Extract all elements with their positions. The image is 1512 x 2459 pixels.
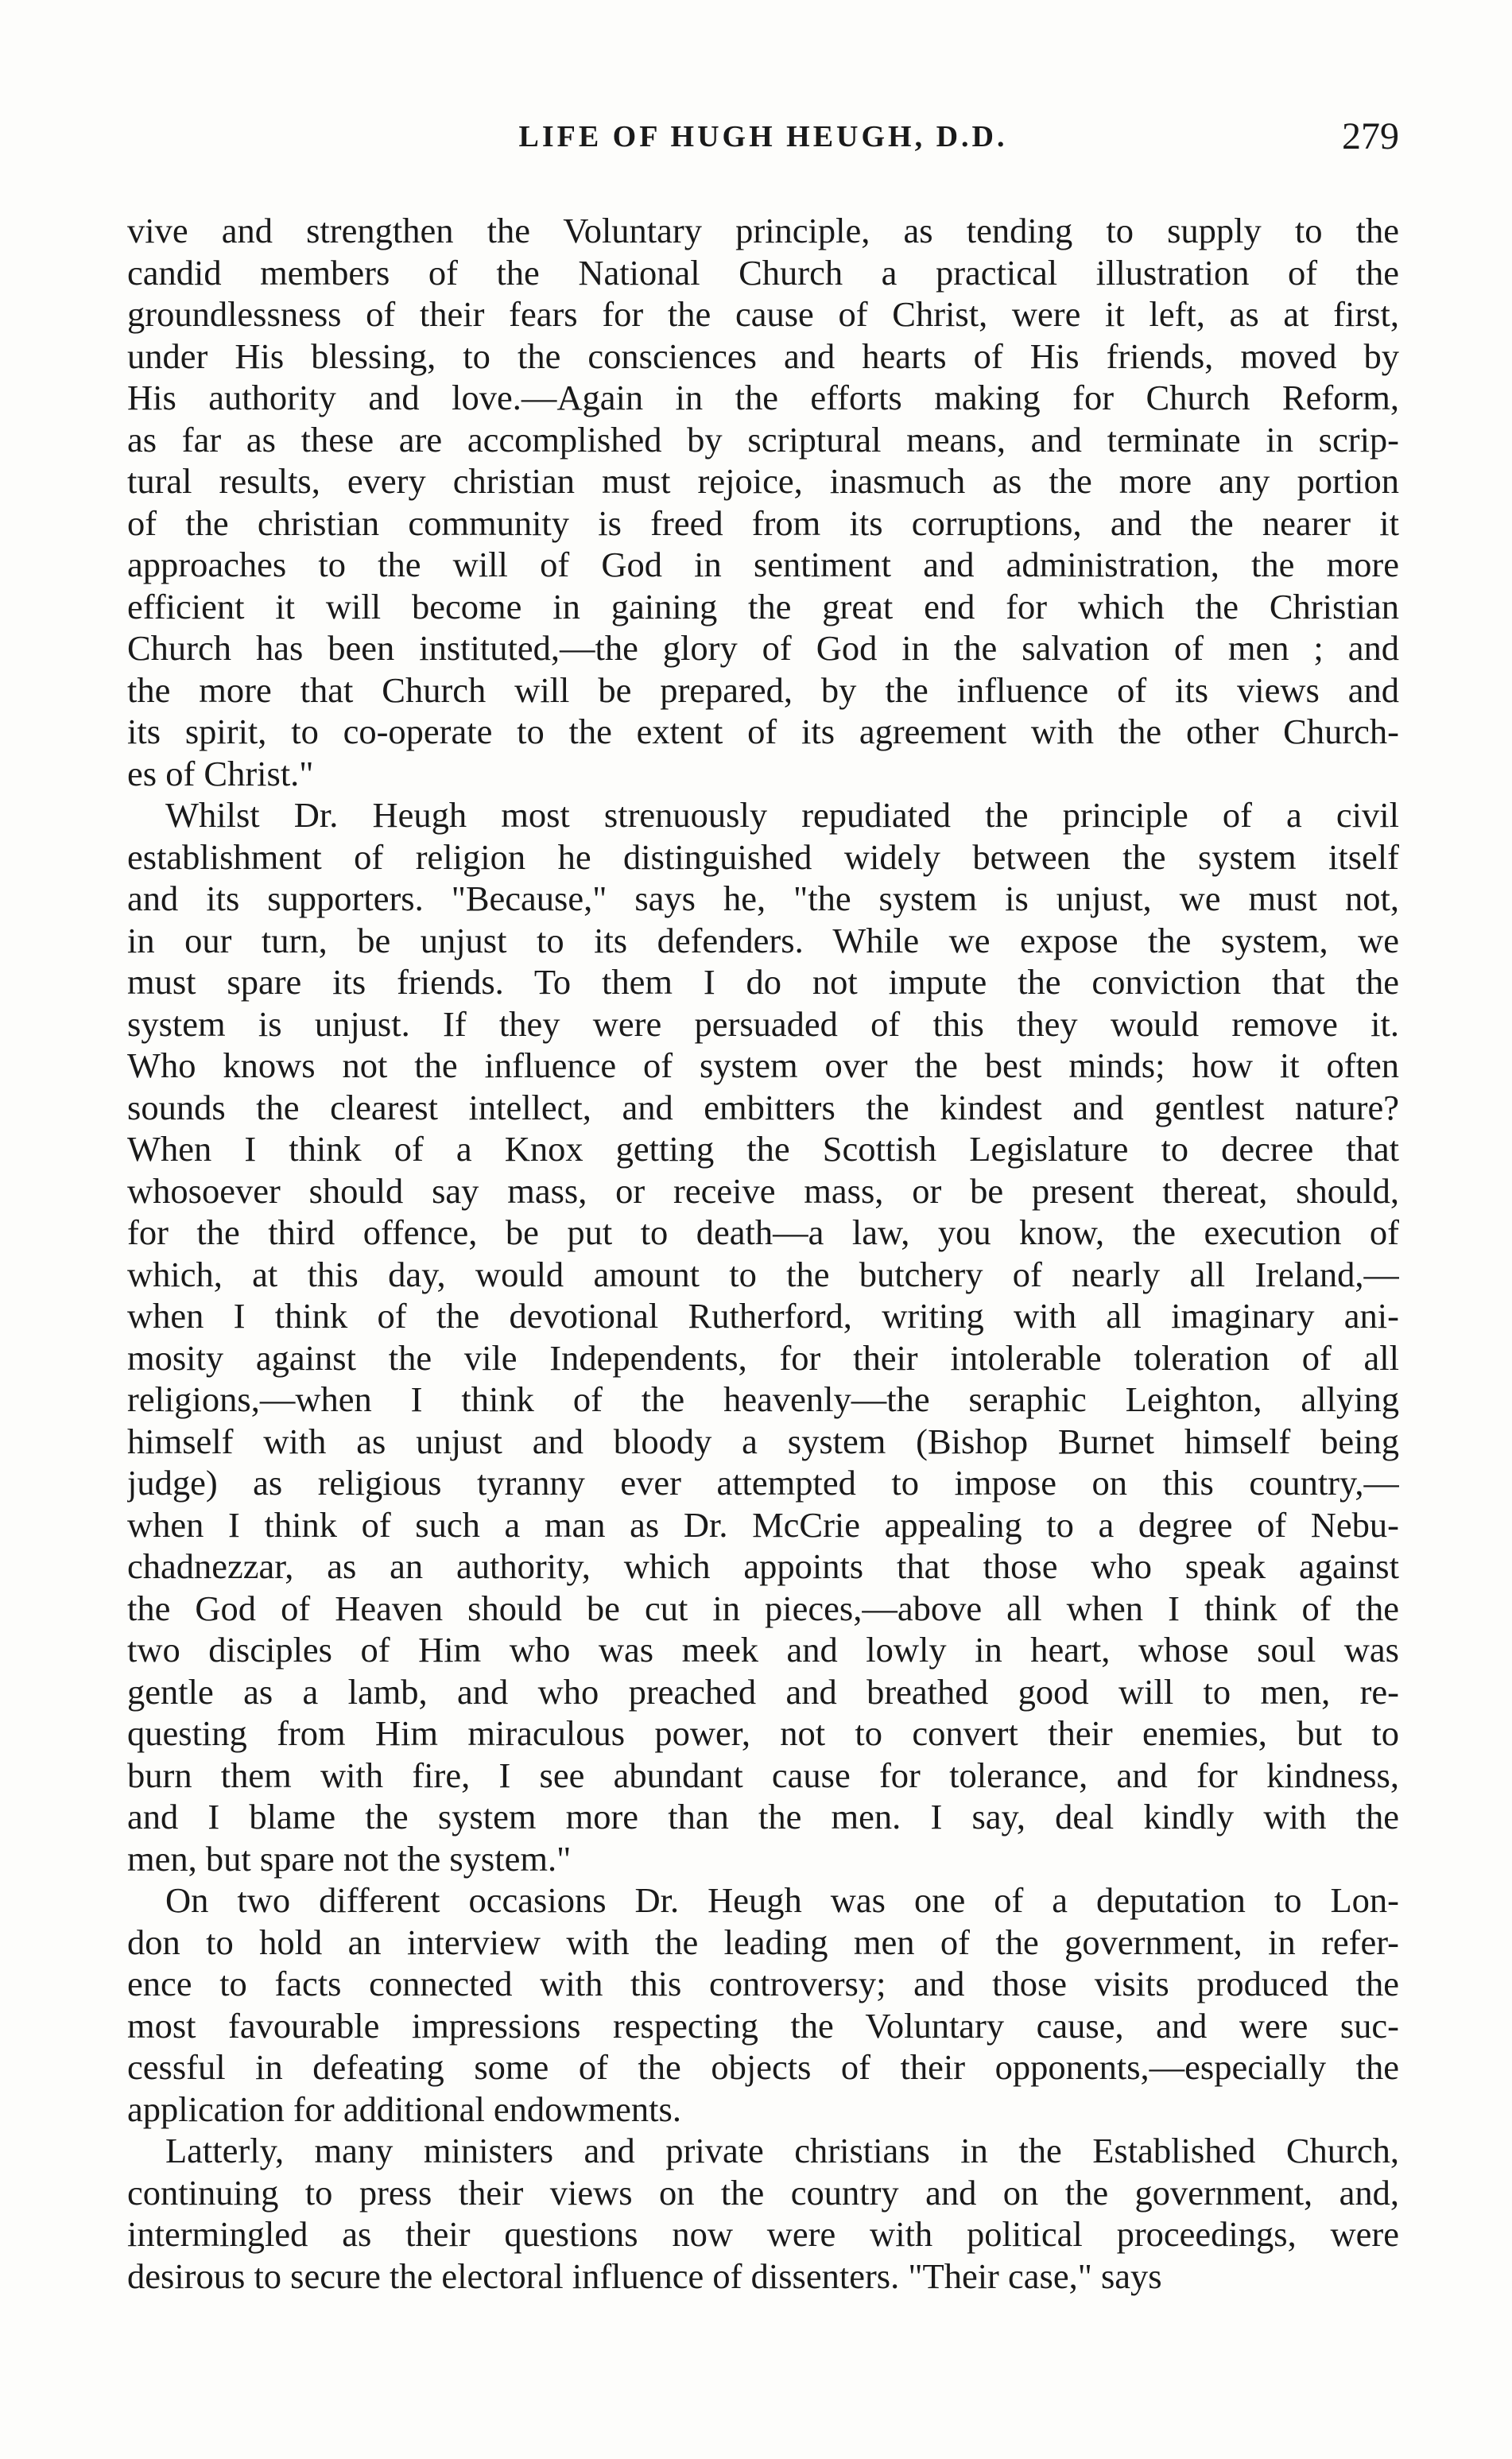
text-line: the God of Heaven should be cut in pieces,—above all when I think of the — [127, 1588, 1399, 1628]
paragraph — [127, 1879, 1399, 2130]
text-line: groundlessness of their fears for the cause of Christ, were it left, as at first, — [127, 294, 1399, 334]
text-line: approaches to the will of God in sentiment and administration, the more — [127, 545, 1399, 584]
body-text — [127, 210, 1399, 2297]
text-line: when I think of the devotional Rutherford, writing with all imaginary ani- — [127, 1296, 1399, 1336]
text-line: His authority and love.—Again in the efforts making for Church Reform, — [127, 378, 1399, 417]
text-line: candid members of the National Church a practical illustration of the — [127, 252, 1399, 293]
text-line: continuing to press their views on the country and on the government, and, — [127, 2172, 1399, 2213]
text-line: himself with as unjust and bloody a system (Bishop Burnet himself being — [127, 1421, 1399, 1461]
text-line: and I blame the system more than the men. I say, deal kindly with the — [127, 1797, 1399, 1836]
text-line: two disciples of Him who was meek and lowly in heart, whose soul was — [127, 1630, 1399, 1670]
text-line: When I think of a Knox getting the Scottish Legislature to decree that — [127, 1129, 1399, 1169]
text-line: as far as these are accomplished by scriptural means, and terminate in scrip- — [127, 419, 1399, 460]
text-line: application for additional endowments. — [127, 2089, 681, 2129]
text-line: efficient it will become in gaining the great end for which the Christian — [127, 586, 1399, 626]
text-line: tural results, every christian must rejoice, inasmuch as the more any portion — [127, 461, 1399, 501]
text-line: most favourable impressions respecting the Voluntary cause, and were suc- — [127, 2005, 1399, 2046]
text-line: which, at this day, would amount to the butchery of nearly all Ireland,— — [127, 1254, 1399, 1294]
text-line: mosity against the vile Independents, for their intolerable toleration of all — [127, 1337, 1399, 1378]
text-line: when I think of such a man as Dr. McCrie appealing to a degree of Nebu- — [127, 1504, 1399, 1545]
text-line: intermingled as their questions now were with political proceedings, were — [127, 2214, 1399, 2254]
text-line: in our turn, be unjust to its defenders. While we expose the system, we — [127, 920, 1399, 960]
text-line: vive and strengthen the Voluntary principle, as tending to supply to the — [127, 211, 1399, 250]
text-line: of the christian community is freed from its corruptions, and the nearer it — [127, 502, 1399, 543]
paragraph — [127, 2130, 1399, 2297]
text-line: judge) as religious tyranny ever attempted to impose on this country,— — [127, 1463, 1399, 1503]
text-line: don to hold an interview with the leading men of the government, in refer- — [127, 1922, 1399, 1962]
text-line: desirous to secure the electoral influence of dissenters. "Their case," says — [127, 2255, 1162, 2296]
text-line: its spirit, to co-operate to the extent of its agreement with the other Church- — [127, 712, 1399, 751]
text-line: must spare its friends. To them I do not impute the conviction that the — [127, 962, 1399, 1002]
text-line: chadnezzar, as an authority, which appoints that those who speak against — [127, 1546, 1399, 1586]
text-line: men, but spare not the system." — [127, 1838, 572, 1879]
text-line: burn them with fire, I see abundant cause for tolerance, and for kindness, — [127, 1755, 1399, 1795]
text-line: religions,—when I think of the heavenly—the seraphic Leighton, allying — [127, 1379, 1399, 1419]
text-line: Whilst Dr. Heugh most strenuously repudiated the principle of a civil — [165, 795, 1399, 835]
text-line: gentle as a lamb, and who preached and breathed good will to men, re- — [127, 1671, 1399, 1712]
text-line: sounds the clearest intellect, and embitters the kindest and gentlest nature? — [127, 1087, 1399, 1127]
text-line: for the third offence, be put to death—a law, you know, the execution of — [127, 1212, 1399, 1252]
text-line: On two different occasions Dr. Heugh was one of a deputation to Lon- — [165, 1880, 1399, 1920]
text-line: ence to facts connected with this controversy; and those visits produced the — [127, 1964, 1399, 2003]
running-head — [127, 115, 1399, 175]
paragraph — [127, 210, 1399, 794]
text-line: establishment of religion he distinguished widely between the system itself — [127, 836, 1399, 877]
text-line: the more that Church will be prepared, by the influence of its views and — [127, 669, 1399, 710]
text-line: Who knows not the influence of system over the best minds; how it often — [127, 1045, 1399, 1085]
text-line: Church has been instituted,—the glory of God in the salvation of men ; and — [127, 628, 1399, 668]
paragraph — [127, 794, 1399, 1879]
text-line: questing from Him miraculous power, not to convert their enemies, but to — [127, 1713, 1399, 1753]
text-line: and its supporters. "Because," says he, "the system is unjust, we must not, — [127, 878, 1399, 918]
text-line: cessful in defeating some of the objects of their opponents,—especially the — [127, 2047, 1399, 2087]
text-line: Latterly, many ministers and private christians in the Established Church, — [165, 2131, 1399, 2170]
text-line: under His blessing, to the consciences and hearts of His friends, moved by — [127, 335, 1399, 376]
running-title: LIFE OF HUGH HEUGH, D.D. — [518, 120, 1008, 153]
text-line: whosoever should say mass, or receive mass, or be present thereat, should, — [127, 1170, 1399, 1211]
text-line: system is unjust. If they were persuaded of this they would remove it. — [127, 1003, 1399, 1044]
page-number: 279 — [1342, 115, 1399, 157]
text-line: es of Christ." — [127, 753, 314, 793]
